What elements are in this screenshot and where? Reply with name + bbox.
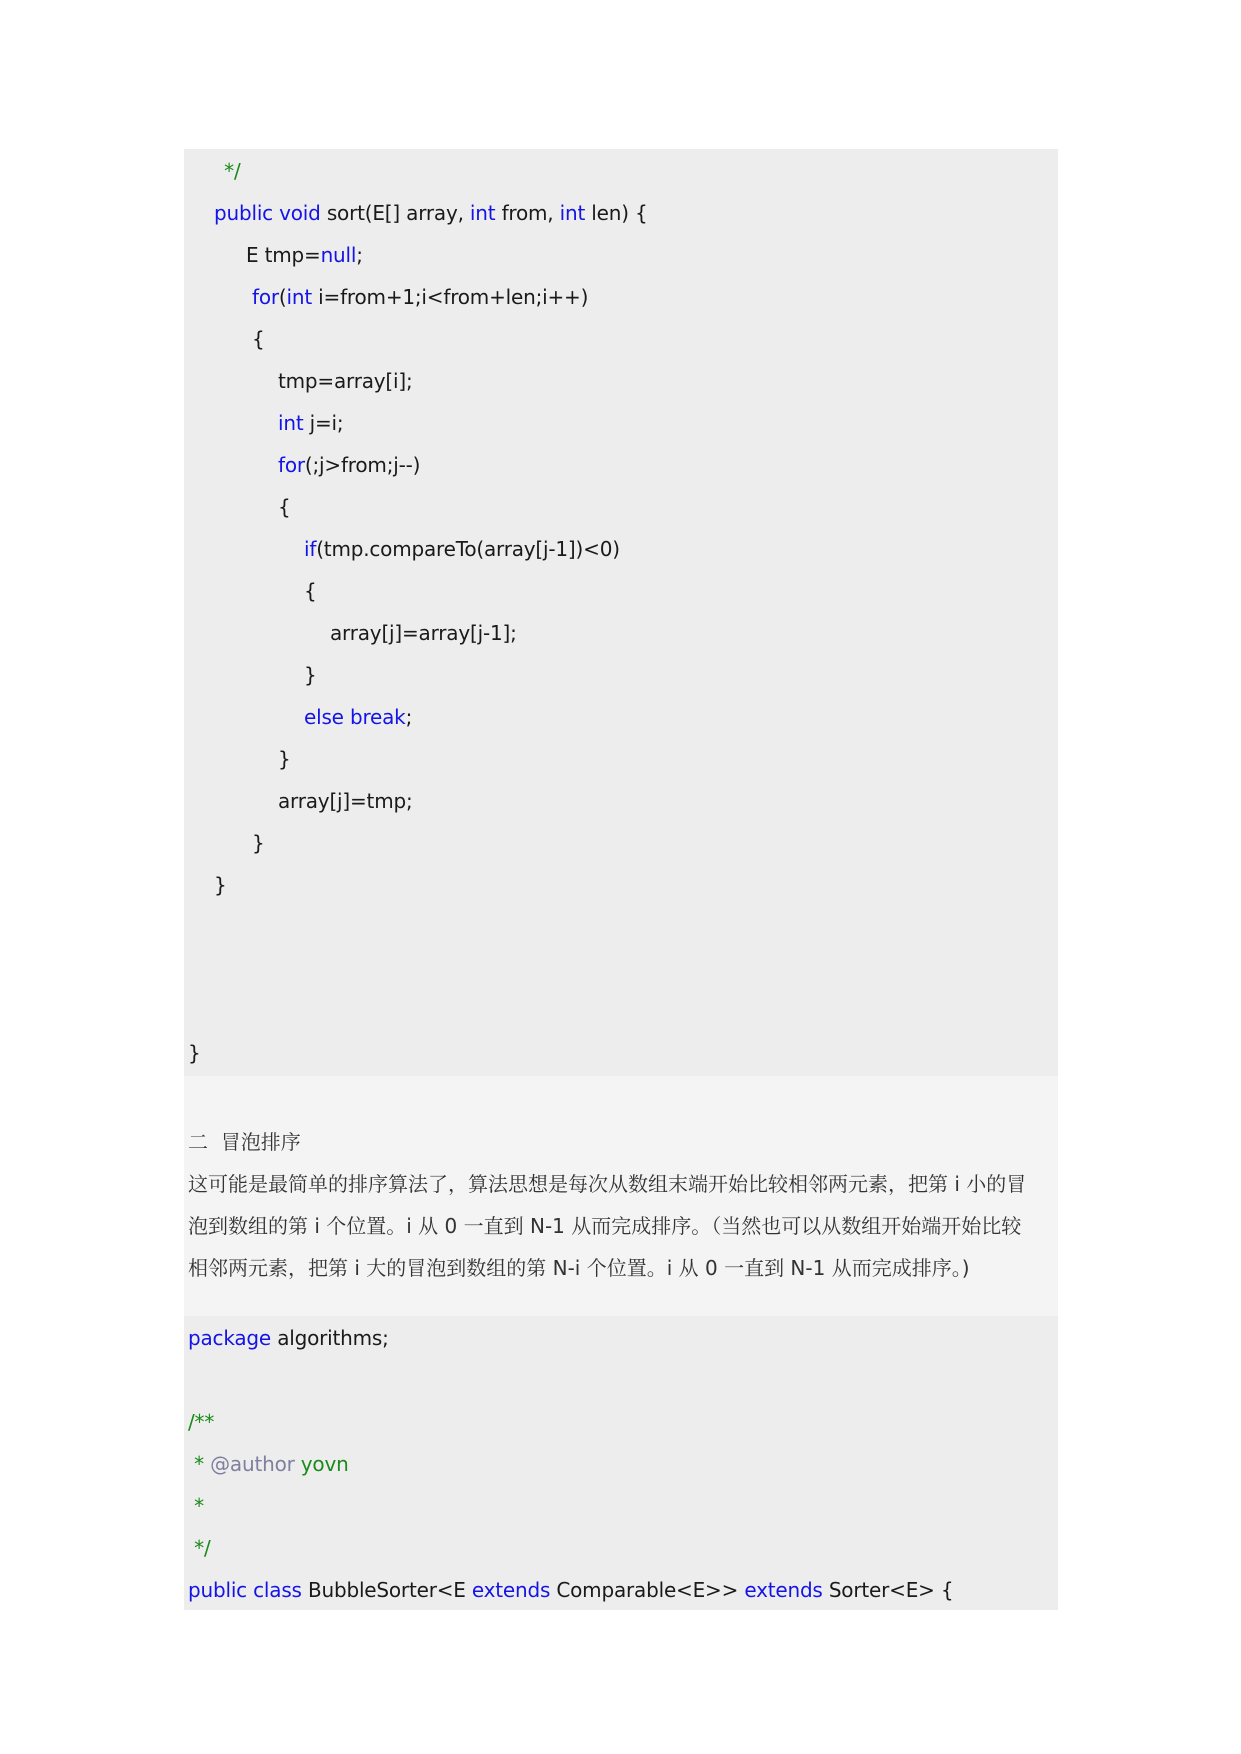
code-token: }	[214, 873, 227, 897]
code-line-18	[214, 871, 227, 899]
code-token: array[j]=array[j-1];	[330, 621, 517, 645]
code-token: */	[188, 1536, 211, 1560]
code-token: yovn	[294, 1452, 349, 1476]
code-token: @author	[210, 1452, 295, 1476]
code-line-9	[278, 493, 291, 521]
code-token: public class	[188, 1578, 302, 1602]
code-line-15	[278, 745, 291, 773]
code-token: (;j>from;j--)	[304, 453, 421, 477]
code-token: }	[252, 831, 265, 855]
code-token: (tmp.compareTo(array[j-1])<0)	[316, 537, 620, 561]
code-token: ;	[356, 243, 363, 267]
paragraph-line: 相邻两元素，把第 i 大的冒泡到数组的第 N-i 个位置。i 从 0 一直到 N-1 从而完成排序。)	[188, 1256, 970, 1280]
code-token: extends	[471, 1578, 551, 1602]
code-line-12	[330, 619, 517, 647]
code2-line-3	[188, 1450, 349, 1478]
code-line-2	[214, 199, 648, 227]
code-line-5	[252, 325, 265, 353]
code-token: int	[559, 201, 586, 225]
code-token: len) {	[585, 201, 648, 225]
code-token: int	[469, 201, 496, 225]
code2-line-6	[188, 1576, 953, 1604]
code-token: int	[278, 411, 304, 435]
section-bubble-sort	[184, 1076, 1058, 1316]
code-token: null	[320, 243, 357, 267]
code-token: i=from+1;i<from+len;i++)	[312, 285, 589, 309]
paragraph-line: 泡到数组的第 i 个位置。i 从 0 一直到 N-1 从而完成排序。（当然也可以从数组开始端开始比较	[188, 1214, 1022, 1238]
code-token: *	[188, 1452, 211, 1476]
code-token: j=i;	[303, 411, 344, 435]
code-token: public void	[214, 201, 321, 225]
code-line-17	[252, 829, 265, 857]
code-token: for	[278, 453, 305, 477]
code-token: ;	[405, 705, 413, 729]
code-line-14	[304, 703, 412, 731]
code-token: }	[188, 1041, 201, 1065]
code-line-13	[304, 661, 317, 689]
code-token: {	[304, 579, 317, 603]
code-token: */	[218, 159, 241, 183]
code-token: else break	[304, 705, 406, 729]
code-token: int	[286, 285, 312, 309]
code-token: sort(E[] array,	[320, 201, 470, 225]
code-token: (	[278, 285, 287, 309]
code-token: }	[278, 747, 291, 771]
code-line-6	[278, 367, 413, 395]
code-block-insertion-sort	[184, 149, 1058, 1076]
code-token: }	[304, 663, 317, 687]
code2-line-5	[188, 1534, 211, 1562]
code2-line-1	[188, 1324, 389, 1352]
code-token: {	[278, 495, 291, 519]
code-line-8	[278, 451, 420, 479]
code-line-7	[278, 409, 343, 437]
code-line-10	[304, 535, 620, 563]
code-line-4	[252, 283, 588, 311]
section-heading: 二 冒泡排序	[188, 1130, 301, 1154]
code-token: algorithms;	[271, 1326, 389, 1350]
code-token: E tmp=	[246, 243, 321, 267]
code-block-bubble-sorter	[184, 1316, 1058, 1610]
code-line-3	[246, 241, 363, 269]
code-token: BubbleSorter<E	[301, 1578, 472, 1602]
code-token: tmp=array[i];	[278, 369, 413, 393]
code-token: Comparable<E>>	[550, 1578, 745, 1602]
code-token: from,	[495, 201, 560, 225]
code-token: /**	[188, 1410, 215, 1434]
code-token: package	[188, 1326, 272, 1350]
code-token: *	[188, 1494, 204, 1518]
code-token: for	[252, 285, 279, 309]
paragraph-line: 这可能是最简单的排序算法了，算法思想是每次从数组末端开始比较相邻两元素，把第 i 小的冒	[188, 1172, 1027, 1196]
code-token: if	[304, 537, 317, 561]
code-token: extends	[744, 1578, 823, 1602]
code-line-19	[188, 1039, 201, 1067]
code2-line-4	[188, 1492, 204, 1520]
code-line-11	[304, 577, 317, 605]
code2-line-2	[188, 1408, 214, 1436]
code-line-16	[278, 787, 413, 815]
code-token: array[j]=tmp;	[278, 789, 413, 813]
code-token: Sorter<E> {	[822, 1578, 954, 1602]
code-token: {	[252, 327, 265, 351]
code-line-1	[218, 157, 241, 185]
